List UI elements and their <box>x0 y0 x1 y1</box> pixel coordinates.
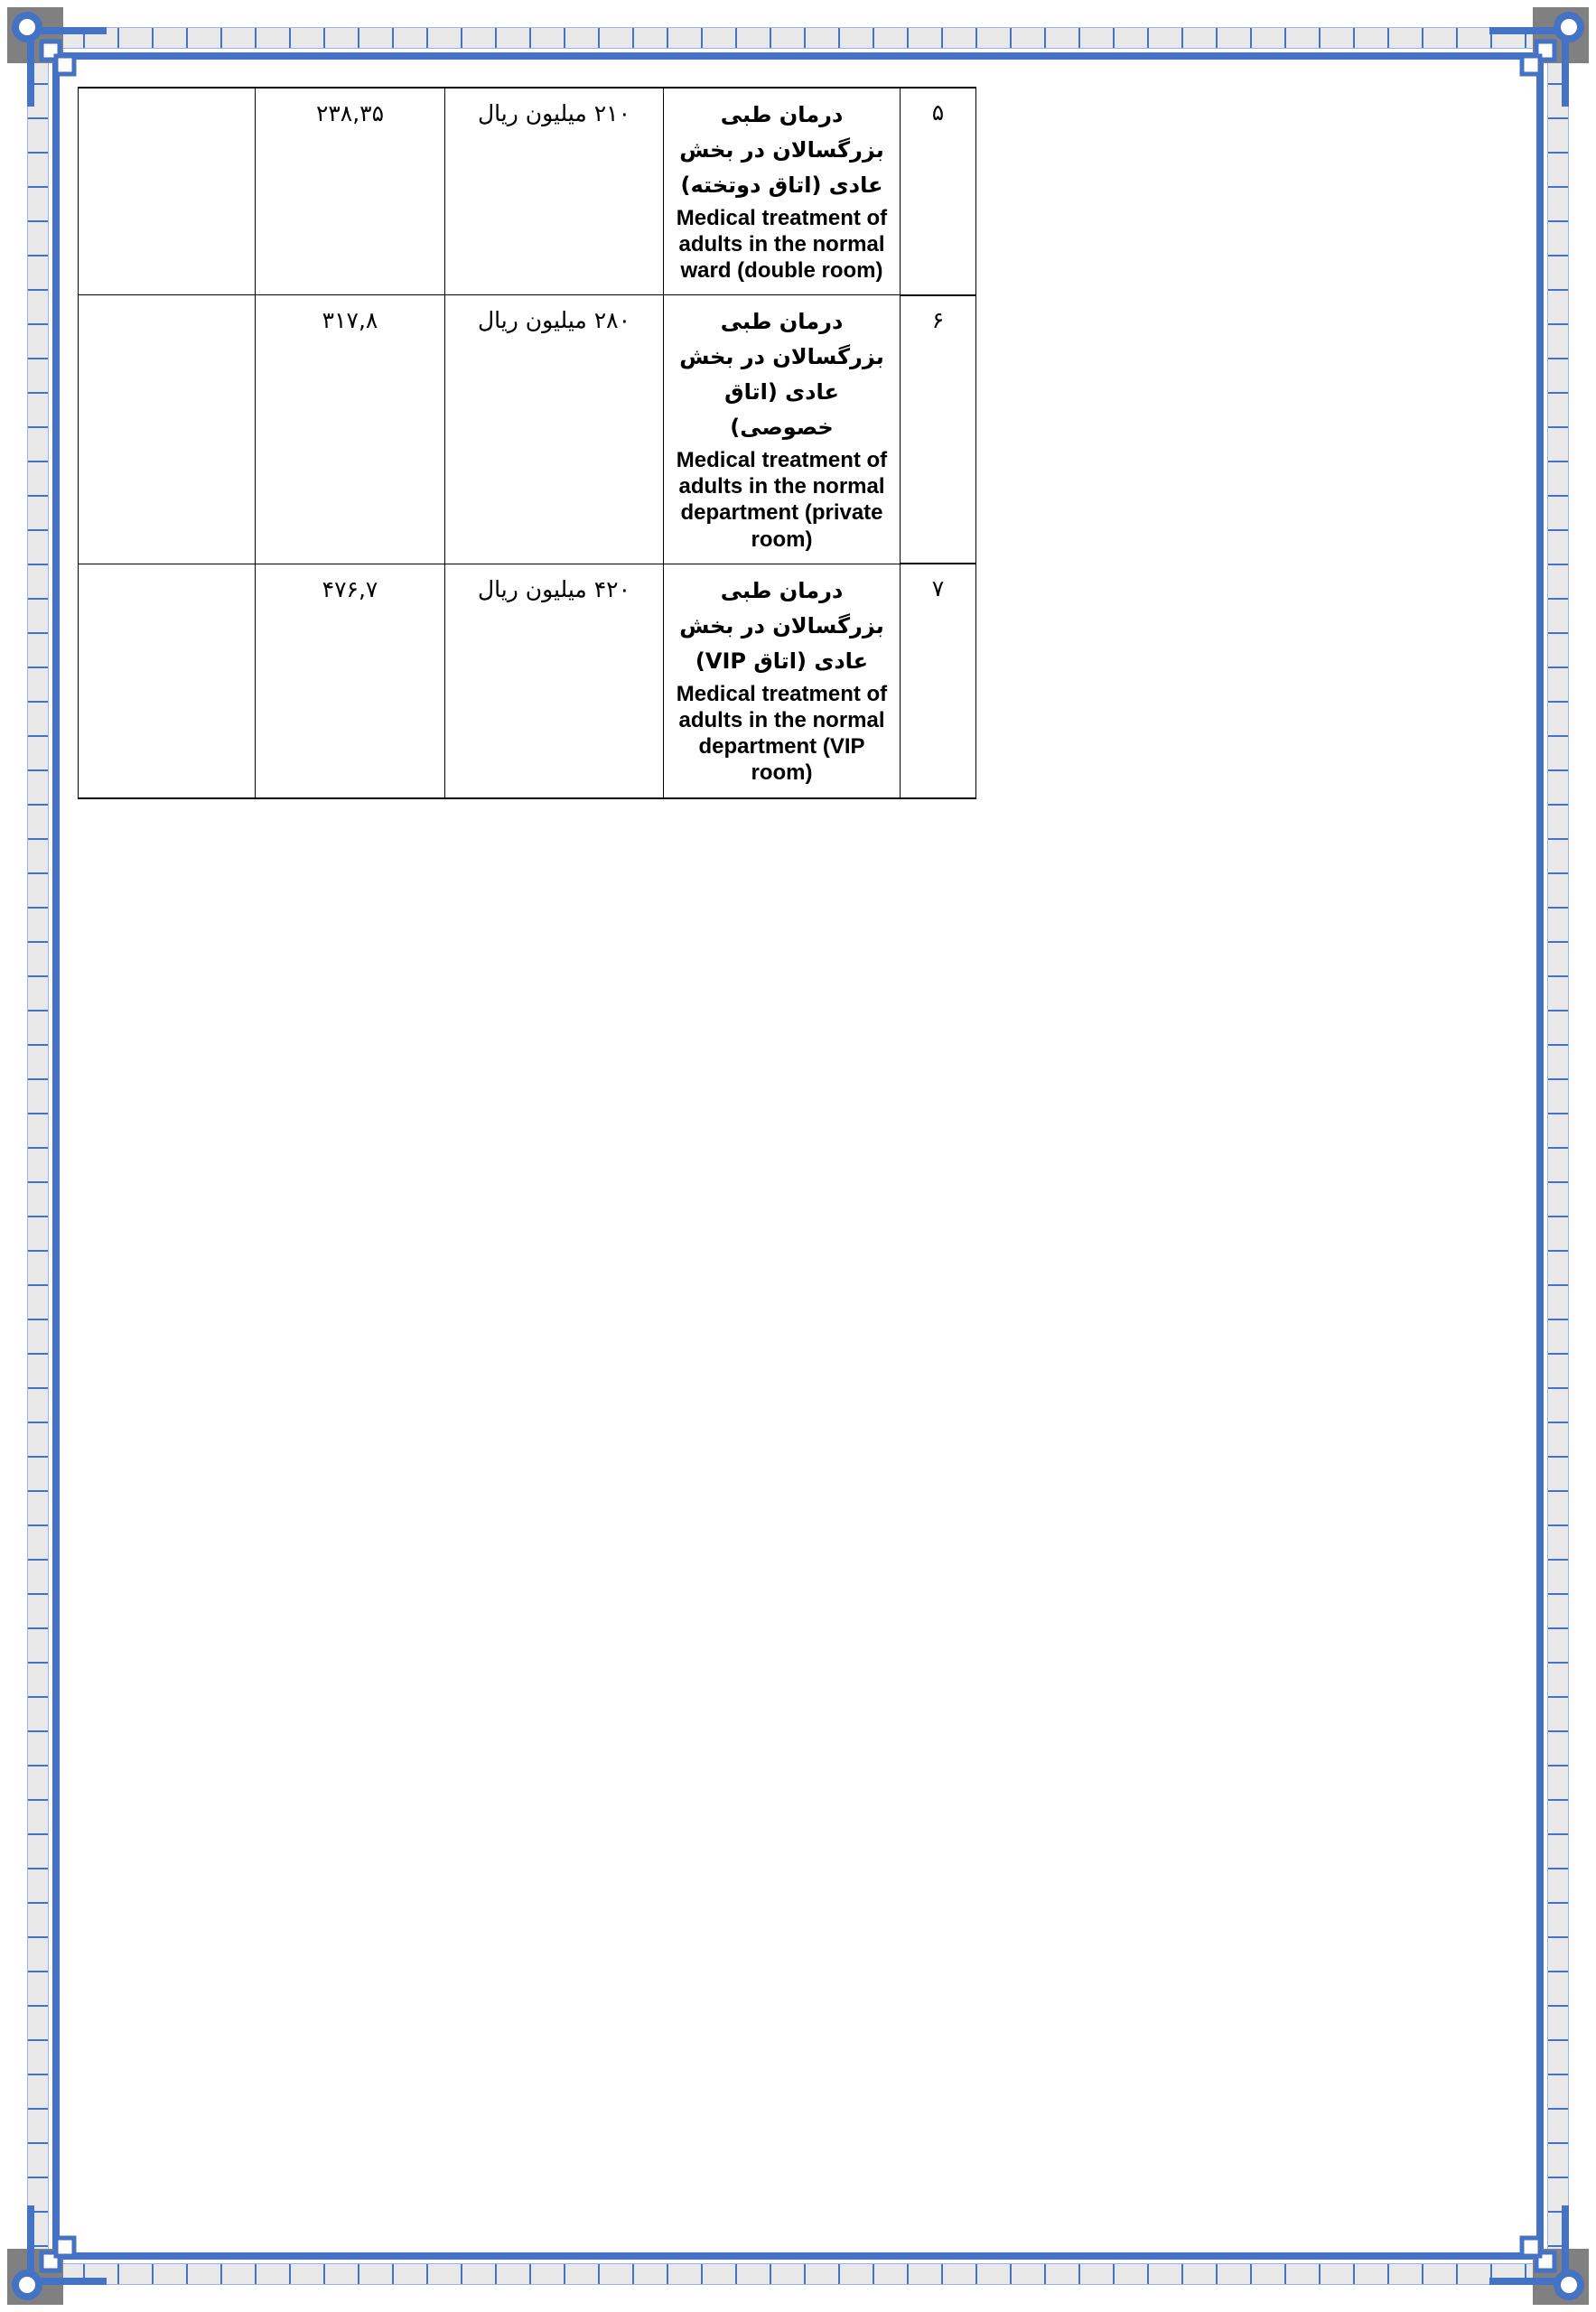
row-number: ۶ <box>931 306 945 333</box>
rial-value-cell <box>445 88 664 295</box>
amount-cell <box>256 564 445 797</box>
blank-cell <box>79 564 256 797</box>
description-persian: درمان طبی بزرگسالان در بخش عادی (اتاق خصوصی) <box>679 309 884 441</box>
amount-value: ۳۱۷,۸ <box>322 307 378 334</box>
description-english: Medical treatment of adults in the normal department (private room) <box>676 447 888 552</box>
description-cell <box>664 88 901 295</box>
description-cell <box>664 295 901 564</box>
table-row <box>79 295 976 564</box>
rial-value: ۴۲۰ میلیون ریال <box>477 575 631 602</box>
table-row <box>79 564 976 797</box>
blank-cell <box>79 88 256 295</box>
description-english: Medical treatment of adults in the normal department (VIP room) <box>676 681 888 786</box>
blank-cell <box>79 295 256 564</box>
medical-tariff-table <box>78 87 976 799</box>
description-persian: درمان طبی بزرگسالان در بخش عادی (اتاق VIP) <box>679 577 884 674</box>
description-cell <box>664 564 901 797</box>
rial-value-cell <box>445 564 664 797</box>
row-number-cell <box>901 295 976 564</box>
row-number-cell <box>901 88 976 295</box>
description-english: Medical treatment of adults in the normal ward (double room) <box>676 205 888 284</box>
row-number: ۵ <box>931 99 945 126</box>
amount-value: ۴۷۶,۷ <box>322 575 378 602</box>
amount-cell <box>256 88 445 295</box>
description-persian: درمان طبی بزرگسالان در بخش عادی (اتاق دوتخته) <box>679 102 884 198</box>
rial-value-cell <box>445 295 664 564</box>
row-number-cell <box>901 564 976 797</box>
table-row <box>79 88 976 295</box>
row-number: ۷ <box>931 575 945 602</box>
amount-cell <box>256 295 445 564</box>
table-body <box>79 88 976 798</box>
rial-value: ۲۸۰ میلیون ریال <box>477 307 631 334</box>
amount-value: ۲۳۸,۳۵ <box>315 100 385 126</box>
rial-value: ۲۱۰ میلیون ریال <box>477 100 631 126</box>
